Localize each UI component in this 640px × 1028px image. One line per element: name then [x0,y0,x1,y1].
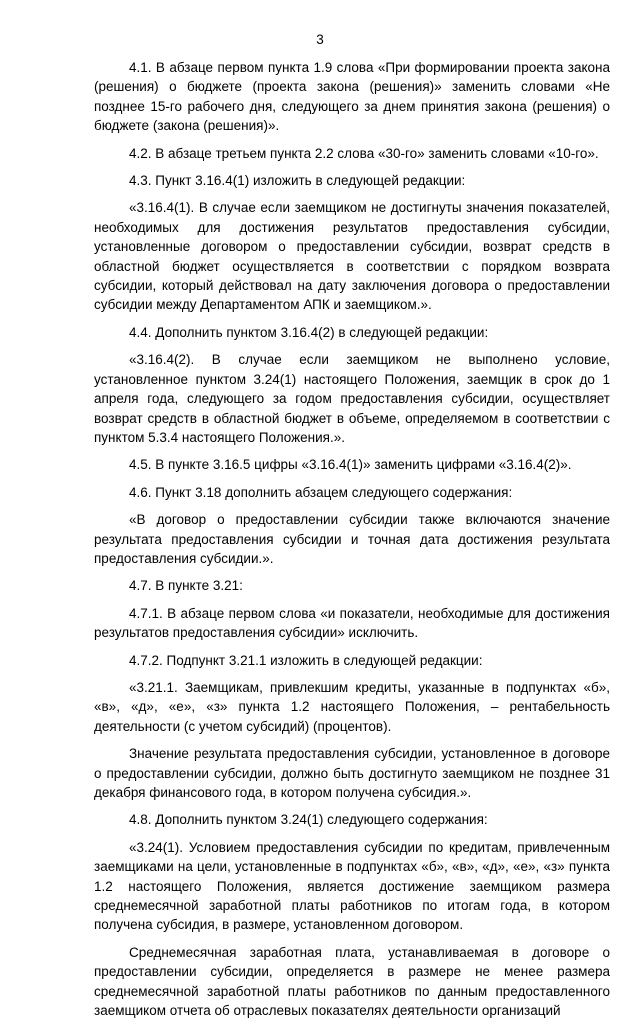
paragraph-salary-definition: Среднемесячная заработная плата, устанавливаемая в договоре о предоставлении субсидии, определяется в размере не менее размера среднемесячной заработной платы работников по данным предоставленного заемщиком отчета об отраслевых показателях деятельности организаций [94,944,610,1019]
paragraph-4-7-1: 4.7.1. В абзаце первом слова «и показатели, необходимые для достижения результатов предоставления субсидии» исключить. [94,605,610,641]
paragraph-3-16-4-2-text: «3.16.4(2). В случае если заемщиком не выполнено условие, установленное пунктом 3.24(1) настоящего Положения, заемщик в срок до 1 апреля года, следующего за годом предоставления субсидии, осуществляет возврат средств в областной бюджет в объеме, определяемом в соответствии с пунктом 5.3.4 настоящего Положения.». [94,352,610,445]
paragraph-4-7: 4.7. В пункте 3.21: [129,578,243,594]
page-number: 3 [316,32,324,47]
paragraph-4-3: 4.3. Пункт 3.16.4(1) изложить в следующей редакции: [129,173,466,189]
paragraph-4-5: 4.5. В пункте 3.16.5 цифры «3.16.4(1)» заменить цифрами «3.16.4(2)». [129,457,572,473]
paragraph-3-16-4-1-text: «3.16.4(1). В случае если заемщиком не достигнуты значения показателей, необходимых для достижения результатов предоставления субсидии, установленные договором о предоставлении субсидии, возврат средств в областной бюджет осуществляется в соответствии с порядком возврата субсидии, который действовал на дату заключения договора о предоставлении субсидии между Департаментом АПК и заемщиком.». [94,200,610,313]
paragraph-4-4: 4.4. Дополнить пунктом 3.16.4(2) в следующей редакции: [129,324,489,340]
paragraph-4-6: 4.6. Пункт 3.18 дополнить абзацем следующего содержания: [129,484,513,500]
document-body [94,58,610,1028]
paragraph-4-2: 4.2. В абзаце третьем пункта 2.2 слова «30-го» заменить словами «10-го». [129,145,599,161]
paragraph-4-8: 4.8. Дополнить пунктом 3.24(1) следующего содержания: [129,812,488,828]
paragraph-3-21-1-text: «3.21.1. Заемщикам, привлекшим кредиты, указанные в подпунктах «б», «в», «д», «е», «з» пункта 1.2 настоящего Положения, – рентабельность деятельности (с учетом субсидий) (процентов). [94,679,610,734]
paragraph-3-24-1-text: «3.24(1). Условием предоставления субсидии по кредитам, привлеченным заемщиками на цели, установленные в подпунктах «б», «в», «д», «е», «з» пункта 1.2 настоящего Положения, является достижение заемщиком размера среднемесячной заработной платы работников по итогам года, в котором получена субсидия, в размере, установленном договором. [94,839,610,933]
paragraph-4-1: 4.1. В абзаце первом пункта 1.9 слова «При формировании проекта закона (решения) о бюджете (проекта закона (решения)» заменить словами «Не позднее 15-го рабочего дня, следующего за днем принятия закона (решения) о бюджете (закона (решения)». [94,60,610,134]
paragraph-4-7-2: 4.7.2. Подпункт 3.21.1 изложить в следующей редакции: [129,652,483,668]
paragraph-3-18-addition: «В договор о предоставлении субсидии также включаются значение результата предоставления субсидии и точная дата достижения результата предоставления субсидии.». [94,512,610,566]
paragraph-3-21-1-result: Значение результата предоставления субсидии, установленное в договоре о предоставлении субсидии, должно быть достигнуто заемщиком не позднее 31 декабря финансового года, в котором получена субсидия.». [94,746,610,800]
